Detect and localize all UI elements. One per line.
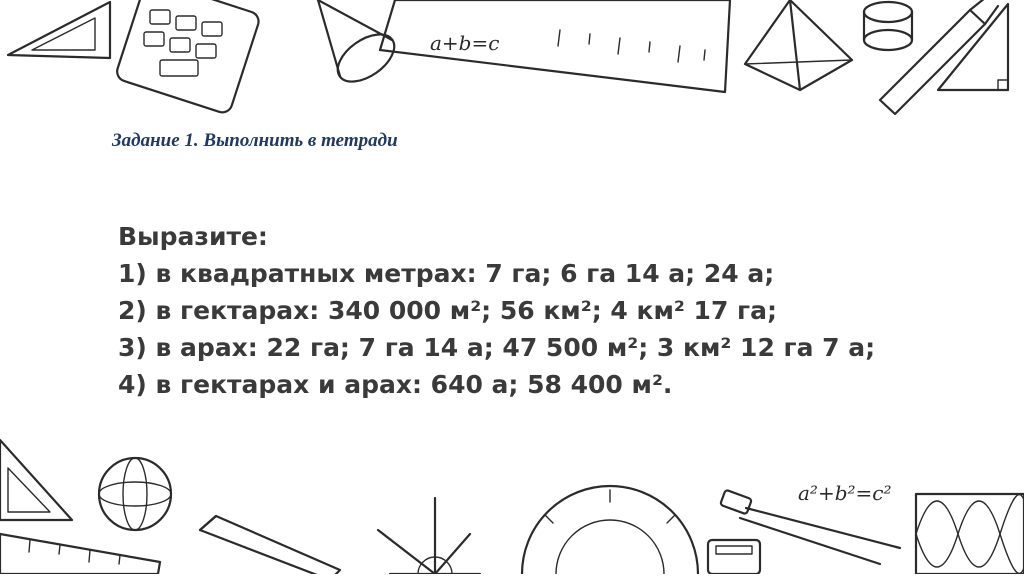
set-square-bottom-icon	[0, 440, 72, 520]
sphere-icon	[99, 458, 171, 530]
pencil-icon	[880, 0, 998, 114]
exercise-heading: Выразите:	[118, 222, 268, 251]
ruler-icon	[380, 0, 730, 92]
angle-rays-icon	[378, 498, 480, 574]
top-decoration-border	[0, 0, 1024, 125]
set-square-icon	[8, 2, 110, 58]
exercise-item-2: 2) в гектарах: 340 000 м²; 56 км²; 4 км² 17 га;	[118, 296, 777, 325]
right-triangle-icon	[938, 4, 1008, 90]
cone-icon	[318, 0, 403, 91]
exercise-text-block	[118, 218, 978, 403]
pencil-bottom-icon	[200, 516, 340, 574]
exercise-item-1: 1) в квадратных метрах: 7 га; 6 га 14 а; 24 а;	[118, 259, 775, 288]
calculator-bottom-icon	[708, 540, 760, 574]
bottom-decoration-border	[0, 430, 1024, 574]
top-formula-text: a+b=c	[430, 31, 500, 55]
task-title: Задание 1. Выполнить в тетради	[112, 130, 398, 151]
bottom-formula-text: a²+b²=c²	[798, 481, 892, 505]
bottom-decoration-svg	[0, 430, 1024, 574]
calculator-icon	[115, 0, 262, 115]
top-decoration-svg	[0, 0, 1024, 125]
protractor-icon	[522, 486, 698, 574]
exercise-item-4: 4) в гектарах и арах: 640 а; 58 400 м².	[118, 370, 673, 399]
sine-wave-graph-icon	[916, 494, 1024, 574]
cylinder-icon	[864, 2, 912, 50]
compass-icon	[720, 490, 900, 564]
exercise-item-3: 3) в арах: 22 га; 7 га 14 а; 47 500 м²; 3 км² 12 га 7 а;	[118, 333, 876, 362]
ruler-bottom-icon	[0, 534, 160, 574]
pyramid-icon	[745, 0, 852, 90]
